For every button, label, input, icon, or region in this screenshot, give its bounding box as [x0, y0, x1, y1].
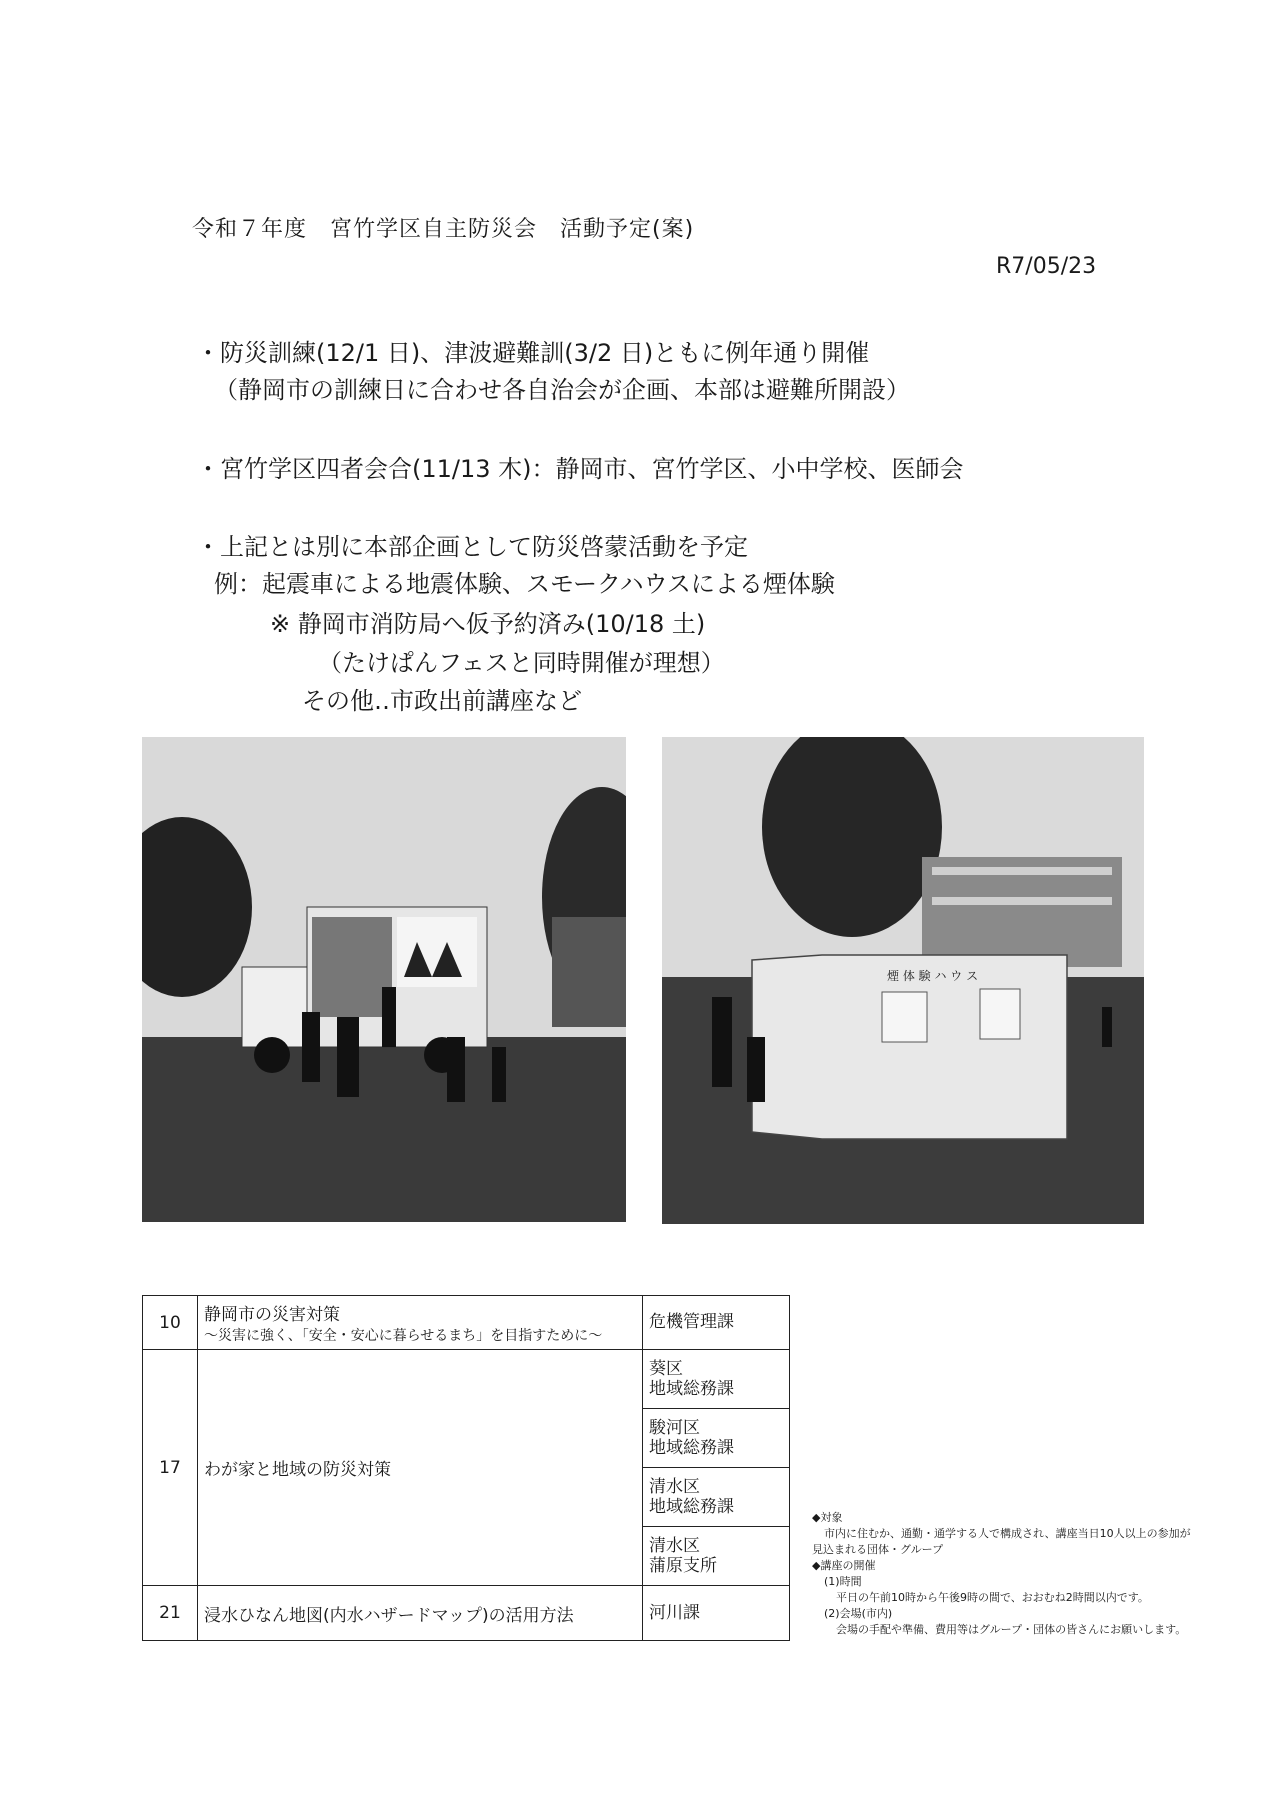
notes-venue-heading: (2)会場(市内) [824, 1606, 893, 1620]
course-department [643, 1468, 790, 1527]
notes-venue-text: 会場の手配や準備、費用等はグループ・団体の皆さんにお願いします。 [836, 1622, 1187, 1636]
course-subtitle: ～災害に強く、「安全・安心に暮らせるまち」を目指すために～ [204, 1328, 603, 1344]
department-section: 地域総務課 [649, 1379, 734, 1399]
item-reservation: ※ 静岡市消防局へ仮予約済み(10/18 土) [270, 610, 706, 638]
department-ward: 清水区 [649, 1535, 700, 1556]
course-number: 21 [143, 1586, 198, 1641]
document-date: R7/05/23 [996, 254, 1097, 279]
item-awareness: ・上記とは別に本部企画として防災啓蒙活動を予定 [196, 533, 748, 561]
document-title: 令和７年度 宮竹学区自主防災会 活動予定(案) [192, 217, 695, 242]
course-notes [812, 1510, 1232, 1638]
item-example: 例：起震車による地震体験、スモークハウスによる煙体験 [214, 570, 835, 598]
table-edge [790, 1468, 803, 1527]
course-title: わが家と地域の防災対策 [198, 1350, 643, 1586]
course-department: 河川課 [643, 1586, 790, 1641]
course-title: 浸水ひなん地図(内水ハザードマップ)の活用方法 [198, 1586, 643, 1641]
course-number: 10 [143, 1296, 198, 1350]
course-department: 危機管理課 [643, 1296, 790, 1350]
notes-time-heading: (1)時間 [824, 1574, 862, 1588]
notes-target-text: 市内に住むか、通勤・通学する人で構成され、講座当日10人以上の参加が [824, 1526, 1191, 1540]
item-drill-note: （静岡市の訓練日に合わせ各自治会が企画、本部は避難所開設） [214, 376, 910, 404]
photo-earthquake-truck [142, 737, 626, 1222]
notes-held-heading: ◆講座の開催 [812, 1558, 876, 1572]
tent-sign: 煙 体 験 ハ ウ ス [887, 969, 979, 983]
item-meeting: ・宮竹学区四者会合(11/13 木)：静岡市、宮竹学区、小中学校、医師会 [196, 455, 964, 483]
department-ward: 清水区 [649, 1476, 700, 1497]
table-row [143, 1350, 803, 1409]
department-section: 地域総務課 [649, 1438, 734, 1458]
notes-target-text-2: 見込まれる団体・グループ [812, 1542, 944, 1556]
table-edge [790, 1586, 803, 1641]
table-row [143, 1586, 803, 1641]
course-title: 静岡市の災害対策 [204, 1305, 340, 1325]
course-department [643, 1409, 790, 1468]
course-number: 17 [143, 1350, 198, 1586]
department-section: 蒲原支所 [649, 1556, 717, 1576]
department-ward: 葵区 [649, 1358, 683, 1379]
table-edge [790, 1296, 803, 1350]
item-festival: （たけぱんフェスと同時開催が理想） [318, 649, 725, 677]
department-section: 地域総務課 [649, 1497, 734, 1517]
department-ward: 駿河区 [649, 1417, 700, 1438]
photo-smoke-house [662, 737, 1144, 1224]
course-table [142, 1295, 802, 1641]
table-edge [790, 1409, 803, 1468]
table-row [143, 1296, 803, 1350]
course-department [643, 1350, 790, 1409]
course-department [643, 1527, 790, 1586]
notes-time-text: 平日の午前10時から午後9時の間で、おおむね2時間以内です。 [836, 1590, 1149, 1604]
item-other: その他‥市政出前講座など [302, 687, 583, 715]
table-edge [790, 1350, 803, 1409]
notes-target-heading: ◆対象 [812, 1511, 843, 1524]
item-drill: ・防災訓練(12/1 日)、津波避難訓(3/2 日)ともに例年通り開催 [196, 339, 870, 367]
course-topic [198, 1296, 643, 1350]
table-edge [790, 1527, 803, 1586]
